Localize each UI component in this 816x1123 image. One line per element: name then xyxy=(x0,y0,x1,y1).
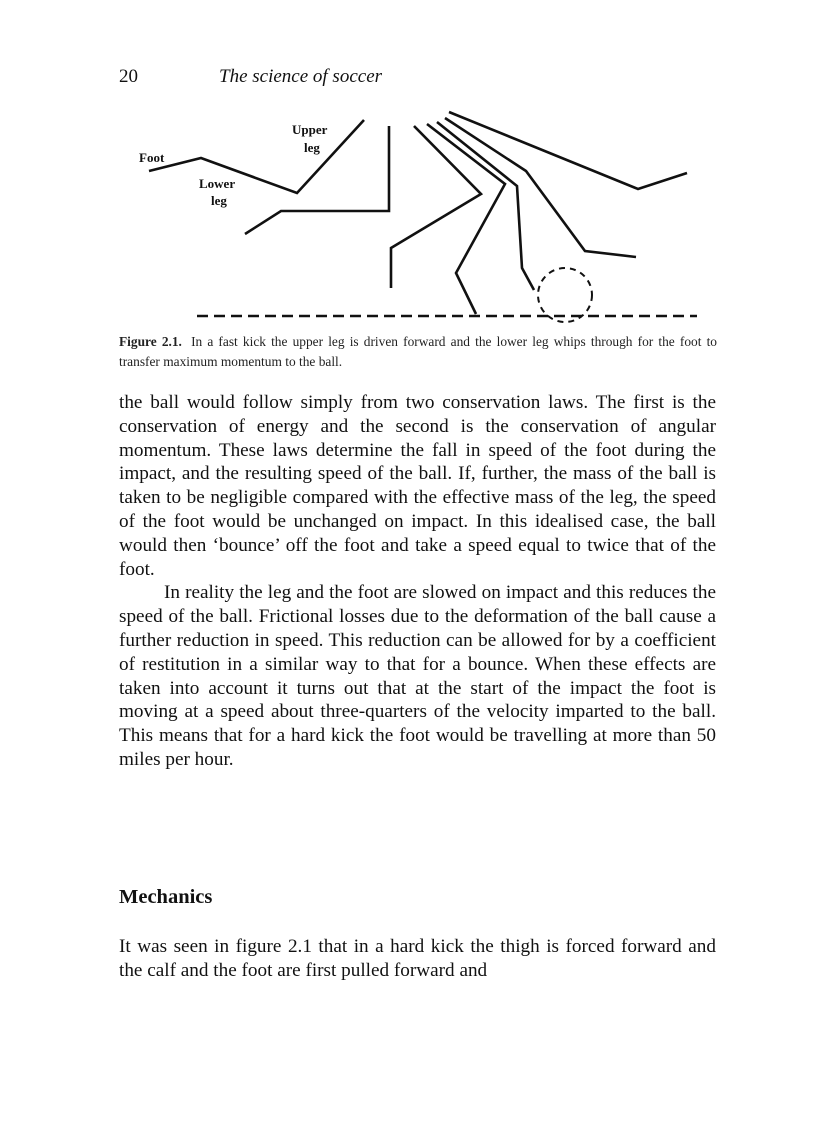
paragraph: It was seen in figure 2.1 that in a hard kick the thigh is forced forward and the calf and the foot are first pulled forward and xyxy=(119,936,716,981)
pose5-leg xyxy=(437,122,534,290)
figure-2-1 xyxy=(119,108,719,328)
label-lower-leg-line1: Lower xyxy=(199,176,236,191)
kick-diagram xyxy=(119,108,719,328)
book-title: The science of soccer xyxy=(219,66,383,87)
pose7-leg xyxy=(449,112,687,189)
paragraph: the ball would follow simply from two conservation laws. The first is the conservation of energy and the second is the conservation of angular momentum. These laws determine the fall in speed of the foot during the impact, and the resulting speed of the ball. If, further, the mass of the ball is taken to be negligible compared with the effective mass of the leg, the speed of the foot would be unchanged on impact. In this idealised case, the ball would then ‘bounce’ off the foot and take a speed equal to twice that of the foot. xyxy=(119,392,716,580)
section-heading: Mechanics xyxy=(119,886,213,908)
pose1-leg xyxy=(149,120,364,193)
caption-label: Figure 2.1. xyxy=(119,334,182,349)
label-lower-leg-line2: leg xyxy=(211,193,227,208)
section-body-text xyxy=(119,935,716,983)
caption-text: In a fast kick the upper leg is driven forward and the lower leg whips through for the foot to transfer maximum momentum to the ball. xyxy=(119,334,718,369)
paragraph: In reality the leg and the foot are slowed on impact and this reduces the speed of the ball. Frictional losses due to the deformation of the ball cause a further reduction in speed. This reduction can be allowed for by a coefficient of restitution in a similar way to that for a bounce. When these effects are taken into account it turns out that at the start of the impact the foot is moving at a speed about three-quarters of the velocity imparted to the ball. This means that for a hard kick the foot would be travelling at more than 50 miles per hour. xyxy=(119,582,716,770)
running-head xyxy=(119,66,719,92)
figure-caption xyxy=(119,332,717,372)
pose3-leg xyxy=(391,126,481,288)
ball xyxy=(538,268,592,322)
label-foot: Foot xyxy=(139,150,165,165)
page-number: 20 xyxy=(119,66,138,87)
label-upper-leg-line2: leg xyxy=(304,140,320,155)
label-upper-leg-line1: Upper xyxy=(292,122,328,137)
body-text xyxy=(119,391,716,772)
